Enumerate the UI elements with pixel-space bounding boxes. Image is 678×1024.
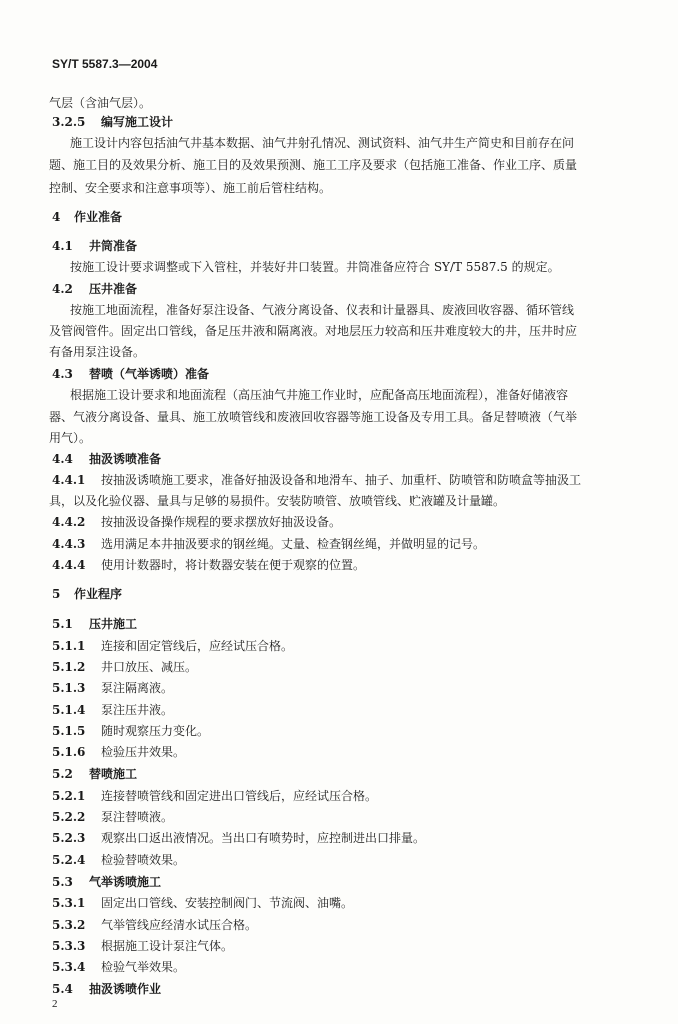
clause-line (52, 281, 137, 297)
clause-number: 5.3.2 (52, 918, 86, 932)
clause-number: 5.1.2 (52, 660, 86, 674)
clause-line (52, 557, 365, 573)
clause-text: 随时观察压力变化。 (101, 724, 210, 738)
body-text-line (49, 157, 577, 173)
clause-line (52, 472, 581, 488)
paragraph-text: 施工设计内容包括油气井基本数据、油气井射孔情况、测试资料、油气井生产简史和目前存在问 (70, 136, 575, 150)
clause-text: 泵注压井液。 (101, 703, 174, 717)
clause-line (52, 852, 185, 868)
clause-text: 抽汲诱喷作业 (89, 982, 162, 996)
clause-line (52, 514, 341, 530)
clause-text: 抽汲诱喷准备 (89, 452, 162, 466)
paragraph-text: 器、气液分离设备、量具、施工放喷管线和废液回收容器等施工设备及专用工具。备足替喷液（气举 (49, 410, 578, 424)
paragraph-text: 具，以及化验仪器、量具与足够的易损件。安装防喷管、放喷管线、贮液罐及计量罐。 (49, 494, 506, 508)
clause-number: 4.2 (52, 282, 73, 296)
clause-line (52, 895, 353, 911)
paragraph-text: 及管阀管件。固定出口管线，备足压井液和隔离液。对地层压力较高和压井难度较大的井，压井时应 (49, 324, 578, 338)
clause-line (52, 938, 233, 954)
clause-number: 5.2.1 (52, 789, 86, 803)
clause-number: 5.2.4 (52, 853, 86, 867)
page-number: 2 (52, 998, 58, 1010)
clause-number: 5.3.4 (52, 960, 86, 974)
body-text-line (49, 323, 577, 339)
clause-number: 5.1 (52, 617, 73, 631)
clause-text: 作业程序 (74, 587, 123, 601)
clause-line (52, 451, 161, 467)
clause-number: 5.3.3 (52, 939, 86, 953)
clause-number: 5.3.1 (52, 896, 86, 910)
clause-line (52, 702, 173, 718)
standard-code-header: SY/T 5587.3—2004 (52, 57, 158, 71)
clause-text: 井口放压、减压。 (101, 660, 198, 674)
paragraph-text: 题、施工目的及效果分析、施工目的及效果预测、施工工序及要求（包括施工准备、作业工序、质量 (49, 158, 578, 172)
clause-number: 5.1.6 (52, 745, 86, 759)
clause-text: 使用计数器时，将计数器安装在便于观察的位置。 (101, 558, 366, 572)
body-text-line (49, 344, 145, 360)
clause-text: 根据施工设计泵注气体。 (101, 939, 234, 953)
clause-line (52, 766, 137, 782)
clause-number: 5.2 (52, 767, 73, 781)
clause-line (52, 238, 137, 254)
clause-text: 固定出口管线、安装控制阀门、节流阀、油嘴。 (101, 896, 354, 910)
clause-text: 检验替喷效果。 (101, 853, 186, 867)
clause-number: 4.4.2 (52, 515, 86, 529)
clause-line (52, 981, 161, 997)
clause-text: 压井施工 (89, 617, 138, 631)
clause-line (52, 809, 173, 825)
clause-number: 5.1.1 (52, 639, 86, 653)
clause-number: 4.1 (52, 239, 73, 253)
clause-text: 观察出口返出液情况。当出口有喷势时，应控制进出口排量。 (101, 831, 426, 845)
clause-number: 4 (52, 210, 61, 224)
clause-line (52, 830, 425, 846)
clause-line (52, 959, 185, 975)
clause-text: 泵注隔离液。 (101, 681, 174, 695)
clause-line (52, 744, 185, 760)
clause-text: 泵注替喷液。 (101, 810, 174, 824)
clause-line (52, 616, 137, 632)
clause-line (52, 723, 209, 739)
paragraph-text: 控制、安全要求和注意事项等）、施工前后管柱结构。 (49, 181, 332, 195)
clause-line (52, 114, 173, 130)
clause-text: 编写施工设计 (101, 115, 174, 129)
clause-text: 替喷施工 (89, 767, 138, 781)
body-text-line (49, 409, 577, 425)
clause-number: 4.3 (52, 367, 73, 381)
body-text-line (49, 180, 331, 196)
clause-line (52, 209, 122, 225)
paragraph-text: 有备用泵注设备。 (49, 345, 146, 359)
clause-number: 5.1.4 (52, 703, 86, 717)
clause-line (52, 788, 377, 804)
clause-number: 5.3 (52, 875, 73, 889)
clause-text: 按抽汲设备操作规程的要求摆放好抽汲设备。 (101, 515, 342, 529)
clause-number: 5.2.2 (52, 810, 86, 824)
paragraph-text: 按施工设计要求调整或下入管柱，并装好井口装置。井筒准备应符合 SY/T 5587.5 的规定。 (70, 260, 560, 274)
clause-text: 检验压井效果。 (101, 745, 186, 759)
clause-text: 压井准备 (89, 282, 138, 296)
clause-text: 连接替喷管线和固定进出口管线后，应经试压合格。 (101, 789, 378, 803)
body-text-line (49, 493, 505, 509)
clause-line (52, 586, 122, 602)
paragraph-text: 气层（含油气层）。 (49, 96, 152, 110)
paragraph-text: 用气）。 (49, 431, 92, 445)
clause-line (52, 366, 209, 382)
clause-text: 替喷（气举诱喷）准备 (89, 367, 210, 381)
body-text-line (70, 259, 560, 275)
clause-text: 气举诱喷施工 (89, 875, 162, 889)
clause-text: 连接和固定管线后，应经试压合格。 (101, 639, 294, 653)
body-text-line (70, 387, 568, 403)
clause-text: 作业准备 (74, 210, 123, 224)
paragraph-text: 按施工地面流程，准备好泵注设备、气液分离设备、仪表和计量器具、废液回收容器、循环管线 (70, 303, 575, 317)
body-text-line (49, 95, 151, 111)
body-text-line (70, 135, 574, 151)
clause-line (52, 638, 293, 654)
body-text-line (49, 430, 91, 446)
clause-text: 井筒准备 (89, 239, 138, 253)
clause-line (52, 917, 257, 933)
clause-number: 4.4.3 (52, 537, 86, 551)
clause-number: 5.2.3 (52, 831, 86, 845)
clause-number: 5.1.5 (52, 724, 86, 738)
clause-text: 按抽汲诱喷施工要求，准备好抽汲设备和地滑车、抽子、加重杆、防喷管和防喷盒等抽汲工 (101, 473, 582, 487)
clause-number: 4.4.1 (52, 473, 86, 487)
clause-number: 4.4 (52, 452, 73, 466)
clause-number: 4.4.4 (52, 558, 86, 572)
clause-text: 气举管线应经清水试压合格。 (101, 918, 258, 932)
clause-number: 3.2.5 (52, 115, 86, 129)
clause-line (52, 680, 173, 696)
clause-text: 选用满足本井抽汲要求的钢丝绳。丈量、检查钢丝绳，并做明显的记号。 (101, 537, 486, 551)
clause-number: 5 (52, 587, 61, 601)
clause-line (52, 874, 161, 890)
clause-text: 检验气举效果。 (101, 960, 186, 974)
clause-number: 5.1.3 (52, 681, 86, 695)
body-text-line (70, 302, 574, 318)
paragraph-text: 根据施工设计要求和地面流程（高压油气井施工作业时，应配备高压地面流程），准备好储液容 (70, 388, 569, 402)
clause-line (52, 659, 197, 675)
clause-line (52, 536, 485, 552)
clause-number: 5.4 (52, 982, 73, 996)
